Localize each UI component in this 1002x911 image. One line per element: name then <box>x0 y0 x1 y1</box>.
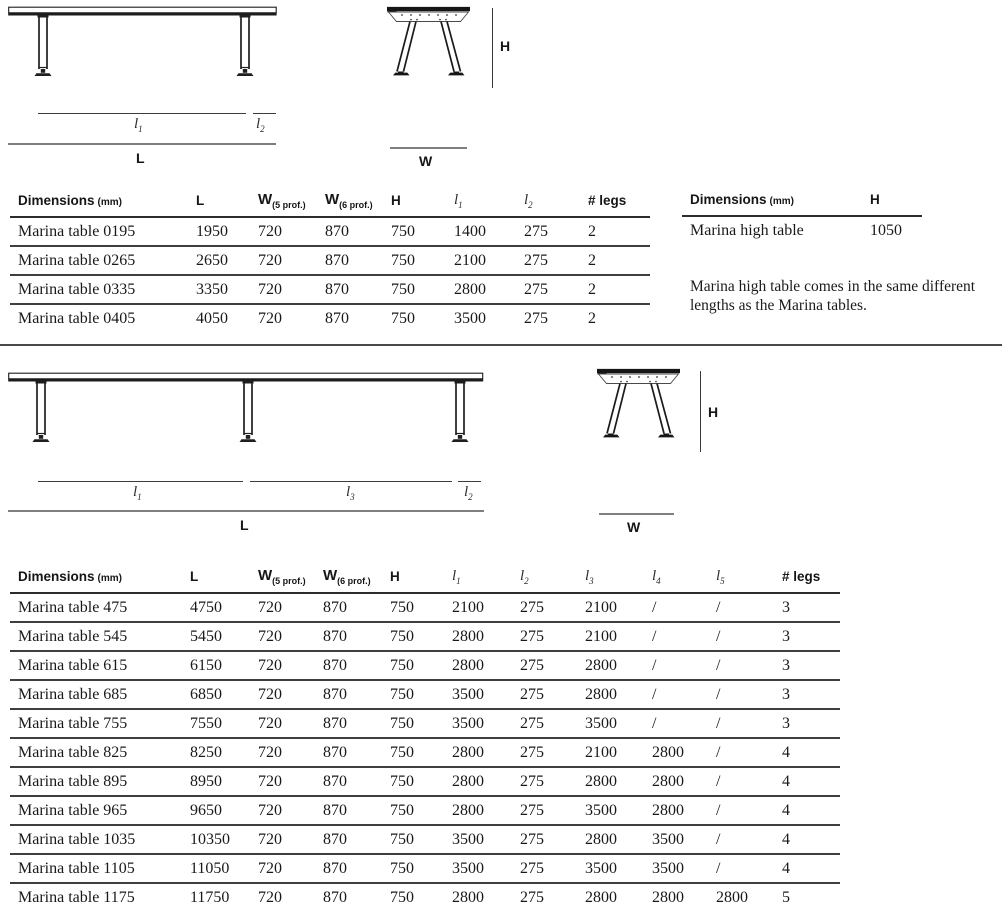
row-label-cell: Marina table 685 <box>10 680 182 709</box>
value-cell: 720 <box>250 709 315 738</box>
value-cell: 275 <box>516 246 580 275</box>
value-cell: 3500 <box>644 825 708 854</box>
table-row <box>10 651 840 680</box>
table-body <box>10 217 650 332</box>
value-cell: 2 <box>580 217 650 246</box>
value-cell: / <box>708 738 774 767</box>
row-label-cell: Marina table 825 <box>10 738 182 767</box>
value-cell: 750 <box>383 275 446 304</box>
value-cell: 2800 <box>444 796 512 825</box>
value-cell: 275 <box>524 309 548 327</box>
value-cell: / <box>644 593 708 622</box>
value-cell: 2100 <box>444 593 512 622</box>
value-cell: 8950 <box>182 767 250 796</box>
value-cell: 2800 <box>452 888 484 906</box>
row-label-cell: Marina table 0265 <box>10 246 188 275</box>
dim-line-l2 <box>458 481 481 482</box>
table-row <box>10 304 650 332</box>
value-cell: 4 <box>774 738 840 767</box>
value-cell: 275 <box>520 888 544 906</box>
table-row <box>10 854 840 883</box>
length-label: L <box>136 150 146 166</box>
value-cell: 4750 <box>182 593 250 622</box>
value-cell: 870 <box>315 796 382 825</box>
value-cell: 275 <box>512 825 577 854</box>
value-cell: 870 <box>315 767 382 796</box>
column-header: L <box>182 565 250 593</box>
value-cell: 3500 <box>444 709 512 738</box>
high-table-note: Marina high table comes in the same different lengths as the Marina tables. <box>690 278 976 314</box>
table-header-row <box>10 189 650 217</box>
value-cell: 750 <box>382 593 444 622</box>
dim-line-l2 <box>253 113 276 114</box>
value-cell: 720 <box>258 888 282 906</box>
value-cell: 2650 <box>188 246 250 275</box>
front-view-drawing <box>596 368 681 452</box>
dim-line-l3 <box>250 481 452 482</box>
column-header: $l_2$ <box>512 565 577 593</box>
dim-label-l2: $l_2$ <box>464 484 473 502</box>
column-header: $l_3$ <box>577 565 644 593</box>
value-cell: 6850 <box>182 680 250 709</box>
dim-label-l3: $l_3$ <box>346 484 355 502</box>
row-label-cell: Marina table 615 <box>10 651 182 680</box>
value-cell: 4 <box>774 796 840 825</box>
value-cell: 3500 <box>454 309 486 327</box>
section-divider <box>0 344 1002 346</box>
value-cell: 3 <box>774 622 840 651</box>
value-cell: / <box>708 854 774 883</box>
column-header: Dimensions (mm) <box>682 189 862 216</box>
dim-label-l1: $l_1$ <box>134 116 143 134</box>
value-cell: 3 <box>774 709 840 738</box>
value-cell: 1400 <box>446 217 516 246</box>
width-dim-line <box>390 147 467 149</box>
value-cell: 870 <box>315 825 382 854</box>
value-cell: 870 <box>317 217 383 246</box>
value-cell: 10350 <box>182 825 250 854</box>
value-cell: 720 <box>250 217 317 246</box>
table-row <box>10 622 840 651</box>
value-cell: 2800 <box>446 275 516 304</box>
dim-label-l1: $l_1$ <box>133 484 142 502</box>
row-label-cell: Marina table 0405 <box>18 309 136 327</box>
tabletop-front <box>387 7 470 22</box>
column-header-unit: (mm) <box>97 197 122 208</box>
row-label-cell: Marina table 965 <box>10 796 182 825</box>
value-cell: / <box>708 593 774 622</box>
value-cell: 870 <box>315 651 382 680</box>
column-header: $W_{(6 prof.)}$ <box>315 565 382 593</box>
value-cell: 4 <box>774 825 840 854</box>
length-dim-line <box>8 510 484 512</box>
front-legs <box>397 22 461 72</box>
value-cell: 1950 <box>188 217 250 246</box>
table-body <box>682 216 922 244</box>
value-cell: / <box>708 767 774 796</box>
width-dim-line <box>599 513 674 515</box>
value-cell: 750 <box>390 888 414 906</box>
value-cell: 275 <box>512 680 577 709</box>
value-cell: 2800 <box>444 738 512 767</box>
value-cell: 720 <box>250 651 315 680</box>
value-cell: 3 <box>774 680 840 709</box>
marina-long-tables-spec-table <box>10 565 840 911</box>
side-view-two-leg-drawing <box>8 5 278 85</box>
value-cell: 2800 <box>716 888 748 906</box>
column-header-subscript: 5 <box>720 576 725 586</box>
value-cell: 720 <box>250 796 315 825</box>
column-header: $W_{(5 prof.)}$ <box>250 565 315 593</box>
table-row <box>10 738 840 767</box>
value-cell: 750 <box>383 217 446 246</box>
table-row <box>10 217 650 246</box>
table-row <box>10 593 840 622</box>
value-cell: 275 <box>512 593 577 622</box>
value-cell: 720 <box>258 309 282 327</box>
column-header: Dimensions (mm) <box>10 189 188 217</box>
column-header-subscript: 4 <box>656 576 661 586</box>
table-row <box>10 275 650 304</box>
dim-line-l1 <box>38 113 246 114</box>
row-label-cell: Marina table 755 <box>10 709 182 738</box>
value-cell: 275 <box>512 651 577 680</box>
value-cell: 750 <box>382 854 444 883</box>
value-cell: / <box>708 651 774 680</box>
value-cell: 2 <box>588 309 596 327</box>
column-header-subscript: (5 prof.) <box>272 200 306 210</box>
value-cell: 750 <box>382 825 444 854</box>
column-header-subscript: (6 prof.) <box>339 200 373 210</box>
value-cell: 720 <box>250 593 315 622</box>
tabletop-side <box>8 373 483 380</box>
table-row <box>682 216 922 244</box>
front-view-drawing <box>386 6 471 90</box>
dim-line-l1 <box>38 481 243 482</box>
length-dim-line <box>8 143 276 145</box>
value-cell: 2800 <box>577 767 644 796</box>
value-cell: / <box>708 709 774 738</box>
tabletop-front <box>597 369 680 384</box>
value-cell: 3500 <box>577 709 644 738</box>
column-header: $l_1$ <box>446 189 516 217</box>
value-cell: 3500 <box>577 854 644 883</box>
column-header: L <box>188 189 250 217</box>
value-cell: 2800 <box>444 651 512 680</box>
value-cell: 4 <box>774 854 840 883</box>
width-label: W <box>419 153 433 169</box>
value-cell: 2100 <box>577 738 644 767</box>
value-cell: 3 <box>774 651 840 680</box>
value-cell: 3500 <box>644 854 708 883</box>
column-header-subscript: 1 <box>456 576 461 586</box>
value-cell: 2100 <box>577 622 644 651</box>
marina-tables-spec-table <box>10 189 650 332</box>
row-label-cell: Marina table 0195 <box>10 217 188 246</box>
table-row <box>10 680 840 709</box>
value-cell: 870 <box>317 275 383 304</box>
value-cell: 2100 <box>446 246 516 275</box>
column-header-subscript: 2 <box>524 576 529 586</box>
value-cell: 275 <box>512 767 577 796</box>
value-cell: / <box>644 709 708 738</box>
value-cell: 3500 <box>444 825 512 854</box>
row-label-cell: Marina table 0335 <box>10 275 188 304</box>
table-row <box>10 709 840 738</box>
value-cell: 870 <box>315 680 382 709</box>
height-label: H <box>500 38 511 54</box>
value-cell: 2 <box>580 275 650 304</box>
value-cell: 3500 <box>577 796 644 825</box>
column-header: $W_{(6 prof.)}$ <box>317 189 383 217</box>
value-cell: 750 <box>383 246 446 275</box>
value-cell: 750 <box>391 309 415 327</box>
table-body <box>10 593 840 911</box>
value-cell: 870 <box>315 593 382 622</box>
value-cell: 2800 <box>585 888 617 906</box>
column-header: # legs <box>580 189 650 217</box>
column-header: $W_{(5 prof.)}$ <box>250 189 317 217</box>
value-cell: 2800 <box>644 796 708 825</box>
value-cell: 3500 <box>444 680 512 709</box>
value-cell: 720 <box>250 622 315 651</box>
value-cell: 2800 <box>644 738 708 767</box>
row-label-cell: Marina table 1175 <box>18 888 135 906</box>
column-header: $l_5$ <box>708 565 774 593</box>
table-row <box>10 246 650 275</box>
value-cell: 870 <box>323 888 347 906</box>
value-cell: 750 <box>382 709 444 738</box>
column-header-subscript: 2 <box>528 200 533 210</box>
value-cell: / <box>708 680 774 709</box>
value-cell: 11750 <box>190 888 230 906</box>
value-cell: 3 <box>774 593 840 622</box>
row-label-cell: Marina table 1105 <box>10 854 182 883</box>
column-header-subscript: (5 prof.) <box>272 576 306 586</box>
value-cell: 9650 <box>182 796 250 825</box>
value-cell: 750 <box>382 767 444 796</box>
value-cell: 720 <box>250 246 317 275</box>
value-cell: 275 <box>516 275 580 304</box>
length-label: L <box>240 517 250 533</box>
value-cell: 750 <box>382 680 444 709</box>
table-header-row <box>682 189 922 216</box>
value-cell: 750 <box>382 622 444 651</box>
front-legs <box>607 384 671 434</box>
value-cell: 2800 <box>444 622 512 651</box>
value-cell: 275 <box>512 796 577 825</box>
column-header: # legs <box>774 565 840 593</box>
column-header-subscript: 1 <box>458 200 463 210</box>
value-cell: 6150 <box>182 651 250 680</box>
value-cell: 870 <box>325 309 349 327</box>
table-header-row <box>10 565 840 593</box>
value-cell: 5450 <box>182 622 250 651</box>
value-cell: 5 <box>782 888 790 906</box>
height-dim-line <box>700 371 701 452</box>
column-header: $l_4$ <box>644 565 708 593</box>
value-cell: / <box>644 651 708 680</box>
value-cell: 3500 <box>444 854 512 883</box>
value-cell: 870 <box>317 246 383 275</box>
height-label: H <box>708 404 719 420</box>
value-cell: / <box>644 622 708 651</box>
table-row <box>10 796 840 825</box>
value-cell: 2100 <box>577 593 644 622</box>
width-label: W <box>627 519 641 535</box>
row-label-cell: Marina table 895 <box>10 767 182 796</box>
value-cell: 720 <box>250 275 317 304</box>
value-cell: 275 <box>516 217 580 246</box>
column-header: H <box>862 189 922 216</box>
value-cell: 7550 <box>182 709 250 738</box>
value-cell: / <box>708 622 774 651</box>
column-header: H <box>383 189 446 217</box>
column-header-unit: (mm) <box>97 573 122 584</box>
value-cell: 275 <box>512 854 577 883</box>
value-cell: 11050 <box>182 854 250 883</box>
front-feet <box>393 72 465 76</box>
front-feet <box>603 434 675 438</box>
value-cell: 2800 <box>577 825 644 854</box>
value-cell: 1050 <box>870 221 902 239</box>
value-cell: 2800 <box>644 767 708 796</box>
value-cell: 870 <box>315 738 382 767</box>
value-cell: 4 <box>774 767 840 796</box>
value-cell: 2800 <box>652 888 684 906</box>
row-label-cell: Marina table 545 <box>10 622 182 651</box>
value-cell: 275 <box>512 738 577 767</box>
value-cell: 2800 <box>577 651 644 680</box>
column-header-subscript: 3 <box>589 576 594 586</box>
value-cell: 275 <box>512 622 577 651</box>
value-cell: 720 <box>250 825 315 854</box>
row-label-cell: Marina table 1035 <box>10 825 182 854</box>
value-cell: 3350 <box>188 275 250 304</box>
value-cell: / <box>708 825 774 854</box>
value-cell: 275 <box>512 709 577 738</box>
value-cell: 720 <box>250 738 315 767</box>
column-header: H <box>382 565 444 593</box>
value-cell: 2 <box>580 246 650 275</box>
value-cell: / <box>644 680 708 709</box>
value-cell: 720 <box>250 854 315 883</box>
value-cell: 870 <box>315 854 382 883</box>
row-label-cell: Marina table 475 <box>10 593 182 622</box>
dim-label-l2: $l_2$ <box>256 116 265 134</box>
table-row <box>10 767 840 796</box>
value-cell: 720 <box>250 767 315 796</box>
column-header: Dimensions (mm) <box>10 565 182 593</box>
value-cell: 750 <box>382 796 444 825</box>
value-cell: 750 <box>382 651 444 680</box>
value-cell: 8250 <box>182 738 250 767</box>
column-header: $l_1$ <box>444 565 512 593</box>
value-cell: 2800 <box>577 680 644 709</box>
side-view-three-leg-drawing <box>8 371 484 453</box>
tabletop-side <box>8 7 276 14</box>
value-cell: / <box>708 796 774 825</box>
value-cell: 720 <box>250 680 315 709</box>
value-cell: 870 <box>315 622 382 651</box>
height-dim-line <box>492 8 493 88</box>
column-header-unit: (mm) <box>769 196 794 207</box>
marina-high-table-spec-table <box>682 189 922 244</box>
column-header: $l_2$ <box>516 189 580 217</box>
value-cell: 2800 <box>444 767 512 796</box>
table-row <box>10 825 840 854</box>
value-cell: 870 <box>315 709 382 738</box>
value-cell: 750 <box>382 738 444 767</box>
row-label-cell: Marina high table <box>690 221 804 239</box>
column-header-subscript: (6 prof.) <box>337 576 371 586</box>
value-cell: 4050 <box>196 309 228 327</box>
